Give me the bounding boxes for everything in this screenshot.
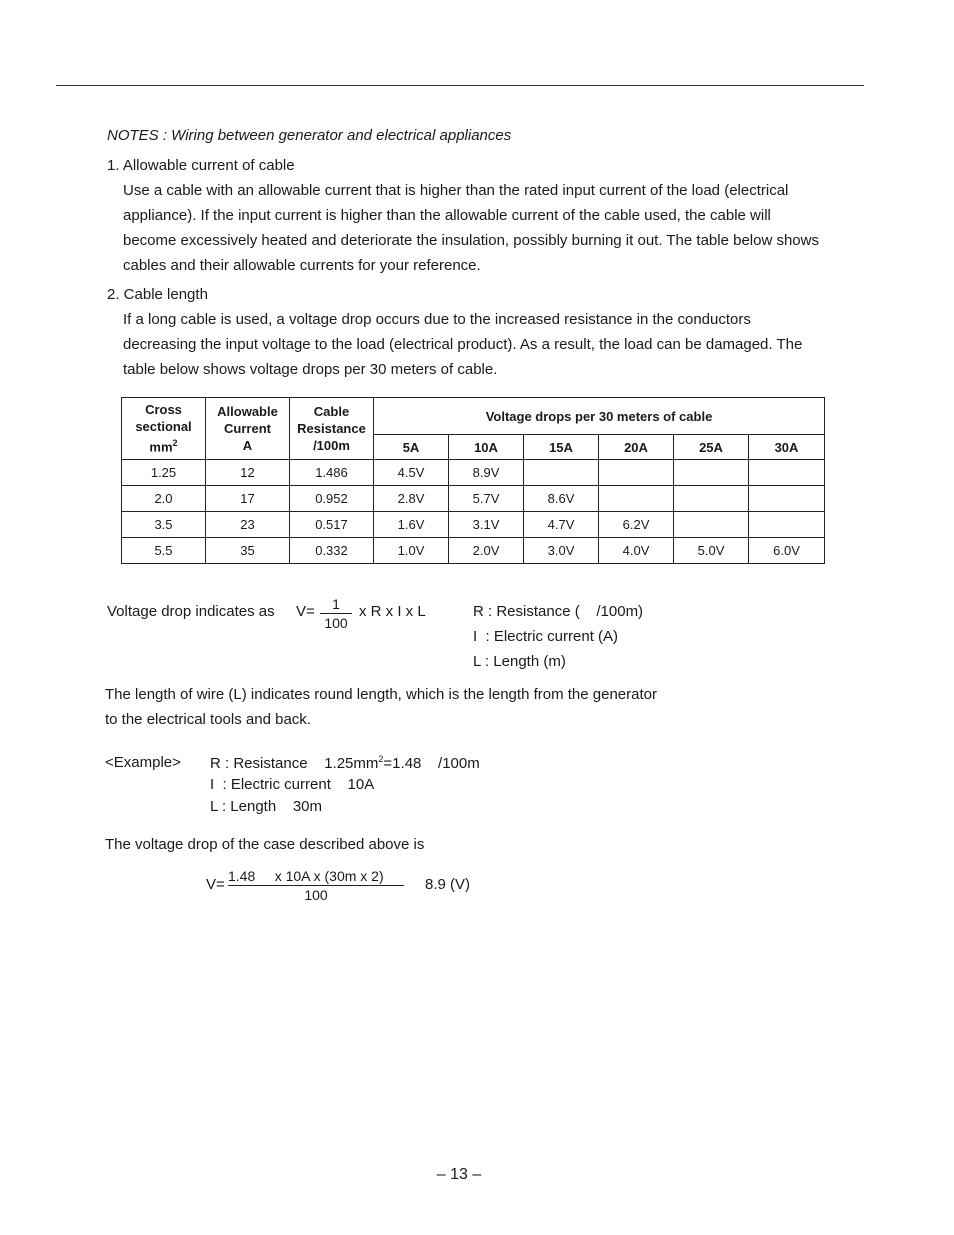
table-cell: 0.952 [290,486,374,512]
table-cell: 8.9V [449,460,524,486]
table-cell: 23 [206,512,290,538]
table-cell: 2.8V [374,486,449,512]
formula-legend-i: I : Electric current (A) [473,628,619,645]
superscript: 2 [378,754,384,764]
result-v-eq: V= [206,876,225,893]
table-cell [749,486,825,512]
header-line: Allowable [217,404,278,419]
table-cell [599,486,674,512]
formula-lead: Voltage drop indicates as [107,603,275,620]
fraction-bar [320,613,352,614]
table-cell: 5.0V [674,538,749,564]
fraction-numerator: 1 [332,596,340,612]
header-line: /100m [313,438,350,453]
fraction-bar [228,885,404,886]
table-cell: 1.6V [374,512,449,538]
current-header: 15A [524,435,599,460]
table-cell: 3.0V [524,538,599,564]
example-resistance-value: =1.48 /100m [383,755,480,772]
table-cell [674,512,749,538]
table-cell: 4.0V [599,538,674,564]
cable-table [121,397,825,564]
fraction-numerator: 1.48 x 10A x (30m x 2) [228,868,384,884]
header-line: Cross [145,402,182,418]
table-cell: 1.486 [290,460,374,486]
table-cell [674,460,749,486]
table-cell: 17 [206,486,290,512]
page-number: – 13 – [436,1166,482,1183]
formula-rest: x R x I x L [359,603,426,620]
table-cell: 8.6V [524,486,599,512]
table-cell: 0.332 [290,538,374,564]
table-cell: 35 [206,538,290,564]
section1-heading: 1. Allowable current of cable [107,157,295,174]
notes-title: NOTES : Wiring between generator and electrical appliances [107,127,512,144]
table-cell [674,486,749,512]
formula-fraction [320,596,352,631]
header-line: Current [224,421,271,436]
table-cell: 4.7V [524,512,599,538]
table-cell [749,460,825,486]
table-row [122,460,825,486]
table-row [122,486,825,512]
table-row [122,538,825,564]
section1-body: Use a cable with an allowable current that is higher than the rated input current of the load (electrical appliance). If the input current is higher than the allowable current of the cable used, the cable will become excessively heated and deteriorate the insulation, possibly burning it out. The table below shows cables and their allowable currents for your reference. [123,182,819,274]
group-header-voltage-drops: Voltage drops per 30 meters of cable [374,398,825,435]
superscript: 2 [172,438,178,449]
col-header-allowable-current [206,398,290,460]
table-cell: 2.0V [449,538,524,564]
table-cell: 5.7V [449,486,524,512]
header-line: sectional [135,419,192,435]
current-header: 10A [449,435,524,460]
table-cell: 3.1V [449,512,524,538]
result-fraction [228,868,404,903]
table-cell: 4.5V [374,460,449,486]
table-cell: 6.2V [599,512,674,538]
table-cell: 1.0V [374,538,449,564]
example-resistance-text: R : Resistance 1.25mm [210,755,379,772]
table-row [122,512,825,538]
current-header: 25A [674,435,749,460]
fraction-denominator: 100 [304,887,328,903]
header-line: Resistance [297,421,366,436]
col-header-cable-resistance [290,398,374,460]
header-line: Cable [313,404,350,419]
table-cell [524,460,599,486]
table-cell: 5.5 [122,538,206,564]
current-header: 20A [599,435,674,460]
header-rule [56,85,864,86]
example-resistance [210,754,480,772]
formula-legend-r: R : Resistance ( /100m) [473,603,644,620]
table-cell: 12 [206,460,290,486]
example-length: L : Length 30m [210,798,323,815]
section2-body: If a long cable is used, a voltage drop occurs due to the increased resistance in the conductors decreasing the input voltage to the load (electrical product). As a result, the load can be damaged. The table below shows voltage drops per 30 meters of cable. [123,311,803,378]
formula-v-eq: V= [296,603,315,620]
table-cell: 1.25 [122,460,206,486]
example-current: I : Electric current 10A [210,776,375,793]
table-cell: 6.0V [749,538,825,564]
length-note-line: to the electrical tools and back. [105,711,311,728]
table-cell: 3.5 [122,512,206,538]
table-cell: 2.0 [122,486,206,512]
current-header: 5A [374,435,449,460]
col-header-cross-sectional [122,398,206,460]
formula-legend-l: L : Length (m) [473,653,566,670]
result-answer: 8.9 (V) [425,876,471,893]
current-header: 30A [749,435,825,460]
example-label: <Example> [105,754,181,771]
table-cell [749,512,825,538]
length-note-line: The length of wire (L) indicates round length, which is the length from the generator [105,686,657,703]
table-cell [599,460,674,486]
fraction-denominator: 100 [324,615,348,631]
table-cell: 0.517 [290,512,374,538]
header-line: A [242,438,253,453]
result-lead: The voltage drop of the case described above is [105,836,425,853]
section2-heading: 2. Cable length [107,286,208,303]
header-line: mm [149,439,173,455]
